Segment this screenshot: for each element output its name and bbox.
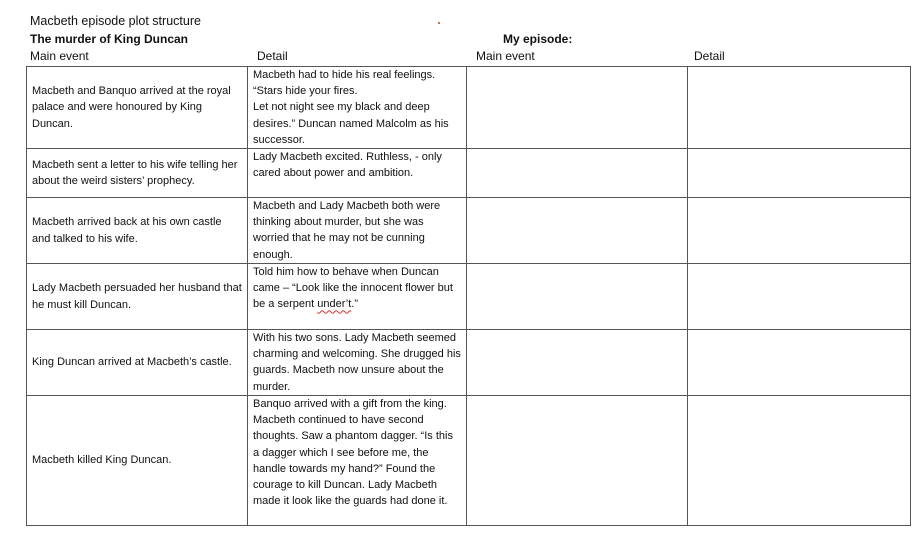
table-row bbox=[27, 149, 911, 198]
detail-text-end: .” bbox=[351, 298, 358, 311]
table-row bbox=[27, 198, 911, 264]
my-main-event-cell[interactable] bbox=[467, 198, 688, 264]
detail-cell: Macbeth and Lady Macbeth both were thinking about murder, but she was worried that he may not be cunning enough. bbox=[248, 198, 467, 264]
table-row bbox=[27, 67, 911, 149]
main-event-cell: Macbeth killed King Duncan. bbox=[27, 396, 248, 526]
table-row bbox=[27, 396, 911, 526]
table-row bbox=[27, 264, 911, 330]
my-episode-label: My episode: bbox=[503, 32, 573, 46]
main-event-cell: Macbeth arrived back at his own castle and talked to his wife. bbox=[27, 198, 248, 264]
column-header-main-event: Main event bbox=[30, 49, 89, 63]
document-title: Macbeth episode plot structure bbox=[30, 14, 201, 28]
document-subtitle: The murder of King Duncan bbox=[30, 32, 189, 46]
my-detail-cell[interactable] bbox=[688, 149, 911, 198]
my-main-event-cell[interactable] bbox=[467, 264, 688, 330]
column-header-my-detail: Detail bbox=[694, 49, 725, 63]
my-main-event-cell[interactable] bbox=[467, 396, 688, 526]
my-detail-cell[interactable] bbox=[688, 396, 911, 526]
my-main-event-cell[interactable] bbox=[467, 149, 688, 198]
detail-text: Told him how to behave when Duncan came – “Look like the innocent flower but be a serpent bbox=[253, 266, 453, 311]
detail-text: Macbeth had to hide his real feelings. “Stars hide your fires. Let not night see my black and deep desires.” Duncan named Malcolm as his successor. bbox=[253, 69, 449, 146]
my-detail-cell[interactable] bbox=[688, 67, 911, 149]
my-detail-cell[interactable] bbox=[688, 264, 911, 330]
detail-cell: Lady Macbeth excited. Ruthless, - only cared about power and ambition. bbox=[248, 149, 467, 198]
column-header-my-main-event: Main event bbox=[476, 49, 535, 63]
plot-table bbox=[26, 66, 911, 526]
detail-cell bbox=[248, 264, 467, 330]
main-event-cell: King Duncan arrived at Macbeth’s castle. bbox=[27, 330, 248, 396]
my-detail-cell[interactable] bbox=[688, 330, 911, 396]
my-main-event-cell[interactable] bbox=[467, 67, 688, 149]
main-event-cell: Macbeth and Banquo arrived at the royal palace and were honoured by King Duncan. bbox=[27, 67, 248, 149]
main-event-cell: Lady Macbeth persuaded her husband that he must kill Duncan. bbox=[27, 264, 248, 330]
detail-cell: With his two sons. Lady Macbeth seemed charming and welcoming. She drugged his guards. Macbeth now unsure about the murder. bbox=[248, 330, 467, 396]
my-detail-cell[interactable] bbox=[688, 198, 911, 264]
spellcheck-flagged-word: under’t bbox=[317, 298, 352, 311]
red-mark bbox=[438, 22, 440, 24]
table-row bbox=[27, 330, 911, 396]
detail-cell: Banquo arrived with a gift from the king. Macbeth continued to have second thoughts. Saw a phantom dagger. “Is this a dagger which I see before me, the handle towards my hand?” Found the courage to kill Duncan. Lady Macbeth made it look like the guards had done it. bbox=[248, 396, 467, 526]
main-event-cell: Macbeth sent a letter to his wife telling her about the weird sisters’ prophecy. bbox=[27, 149, 248, 198]
column-header-detail: Detail bbox=[257, 49, 288, 63]
detail-cell bbox=[248, 67, 467, 149]
my-main-event-cell[interactable] bbox=[467, 330, 688, 396]
